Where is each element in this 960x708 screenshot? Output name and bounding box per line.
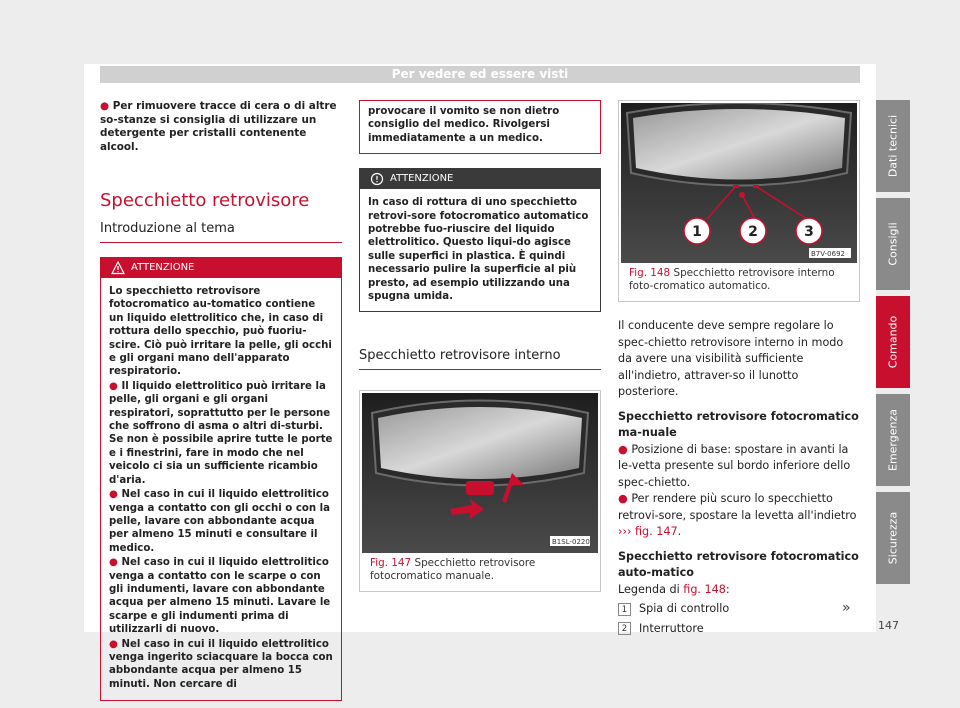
warning-header-2: ATTENZIONE bbox=[360, 169, 600, 189]
warning-bullet: ● Nel caso in cui il liquido elettrolitico venga a contatto con gli occhi o con la pelle, lavare con abbondante acqua per almeno 15 minuti e consultare il medico. bbox=[109, 489, 331, 554]
continued-arrow: » bbox=[842, 600, 851, 616]
legend-number: 2 bbox=[618, 622, 631, 635]
callout-1: 1 bbox=[692, 224, 702, 240]
auto-heading: Specchietto retrovisore fotocromatico auto-matico bbox=[618, 549, 859, 579]
warning-lead: Lo specchietto retrovisore fotocromatico au-tomatico contiene un liquido elettrolitico che, in caso di rottura dello specchio, può fuoriu-scire. Ciò può irritare la pelle, gli occhi e gli organi mano dell'apparato respiratorio. bbox=[109, 286, 332, 378]
info-circle-icon bbox=[370, 172, 384, 186]
mirror-manual-image bbox=[362, 393, 598, 553]
figure-147 bbox=[359, 390, 601, 592]
warning-bullet: ● Nel caso in cui il liquido elettrolitico venga ingerito sciacquare la bocca con abbondante acqua per almeno 15 minuti. Non cercare di bbox=[109, 638, 333, 690]
figure-caption: Fig. 147 Specchietto retrovisore fotocromatico manuale. bbox=[370, 557, 536, 583]
legend-item: 1 Spia di controllo bbox=[618, 601, 860, 618]
figure-caption: Fig. 148 Specchietto retrovisore interno foto-cromatico automatico. bbox=[629, 267, 835, 292]
column-left bbox=[100, 100, 342, 701]
tab-emergenza[interactable]: Emergenza bbox=[876, 394, 910, 486]
warning-box bbox=[100, 257, 342, 701]
page-number: 147 bbox=[878, 619, 899, 632]
body-text bbox=[618, 318, 860, 637]
intro-bullet: ● Per rimuovere tracce di cera o di altre so-stanze si consiglia di utilizzare un detergente per cristalli contenente alcool. bbox=[100, 100, 337, 153]
manual-heading: Specchietto retrovisore fotocromatico ma-nuale bbox=[618, 409, 859, 439]
fig-148-link[interactable]: fig. 148 bbox=[683, 582, 726, 596]
fig-147-link[interactable]: ››› fig. 147 bbox=[618, 525, 678, 538]
figure-148 bbox=[618, 100, 860, 302]
intro-paragraph: Il conducente deve sempre regolare lo spec-chietto retrovisore interno in modo da avere una visibilità sufficiente all'indietro, attraver-so il lunotto posteriore. bbox=[618, 319, 844, 398]
subsection-title: Specchietto retrovisore interno bbox=[359, 348, 601, 370]
callout-3: 3 bbox=[804, 224, 814, 240]
manual-bullet: ● Posizione di base: spostare in avanti la le-vetta presente sul bordo inferiore dello spec-chietto. bbox=[618, 442, 851, 489]
figure-code: B1SL-0220 bbox=[552, 538, 590, 547]
tab-dati-tecnici[interactable]: Dati tecnici bbox=[876, 100, 910, 192]
tab-consigli[interactable]: Consigli bbox=[876, 198, 910, 290]
column-right bbox=[618, 100, 860, 637]
legend-lead: Legenda di fig. 148: bbox=[618, 582, 730, 596]
warning-bullet: ● Il liquido elettrolitico può irritare la pelle, gli organi e gli organi respiratori, soprattutto per le persone che soffrono di asma o altri di-sturbi. Se non è possibile aprire tutte le porte e i finestrini, fare in modo che nel veicolo ci sia un sufficiente ricambio d'aria. bbox=[109, 380, 333, 486]
warning-body bbox=[101, 278, 341, 700]
tab-comando[interactable]: Comando bbox=[876, 296, 910, 388]
warning-bullet: ● Nel caso in cui il liquido elettrolitico venga a contatto con le scarpe o con gli indumenti, lavare con abbondante acqua per almeno 15 minuti. Lavare le scarpe e gli indumenti prima di utilizzarli di nuovo. bbox=[109, 557, 331, 636]
warning-header: ATTENZIONE bbox=[101, 258, 341, 278]
warning-icon bbox=[111, 261, 125, 275]
column-middle bbox=[359, 100, 601, 592]
legend-number: 1 bbox=[618, 603, 631, 616]
figure-code: B7V-0692 bbox=[811, 250, 845, 258]
warning-body-2: In caso di rottura di uno specchietto retrovi-sore fotocromatico automatico potrebbe fuo-riuscire del liquido elettrolitico. Questo liqui-do agisce sulle superfici in plastica. È quindi necessario pulire la superficie al più presto, ad esempio utilizzando una spugna umida. bbox=[368, 197, 589, 303]
manual-bullet: ● Per rendere più scuro lo specchietto retrovi-sore, spostare la levetta all'indietro ››› fig. 147. bbox=[618, 492, 857, 538]
section-subtitle: Introduzione al tema bbox=[100, 221, 342, 243]
warning-continuation: provocare il vomito se non dietro consiglio del medico. Rivolgersi immediatamente a un medico. bbox=[359, 100, 601, 154]
mirror-automatic-image bbox=[621, 103, 857, 263]
legend-item: 2 Interruttore bbox=[618, 621, 860, 638]
warning-box-2 bbox=[359, 168, 601, 312]
section-title: Specchietto retrovisore bbox=[100, 190, 310, 211]
callout-2: 2 bbox=[748, 224, 758, 240]
tab-sicurezza[interactable]: Sicurezza bbox=[876, 492, 910, 584]
page-header: Per vedere ed essere visti bbox=[100, 66, 860, 83]
